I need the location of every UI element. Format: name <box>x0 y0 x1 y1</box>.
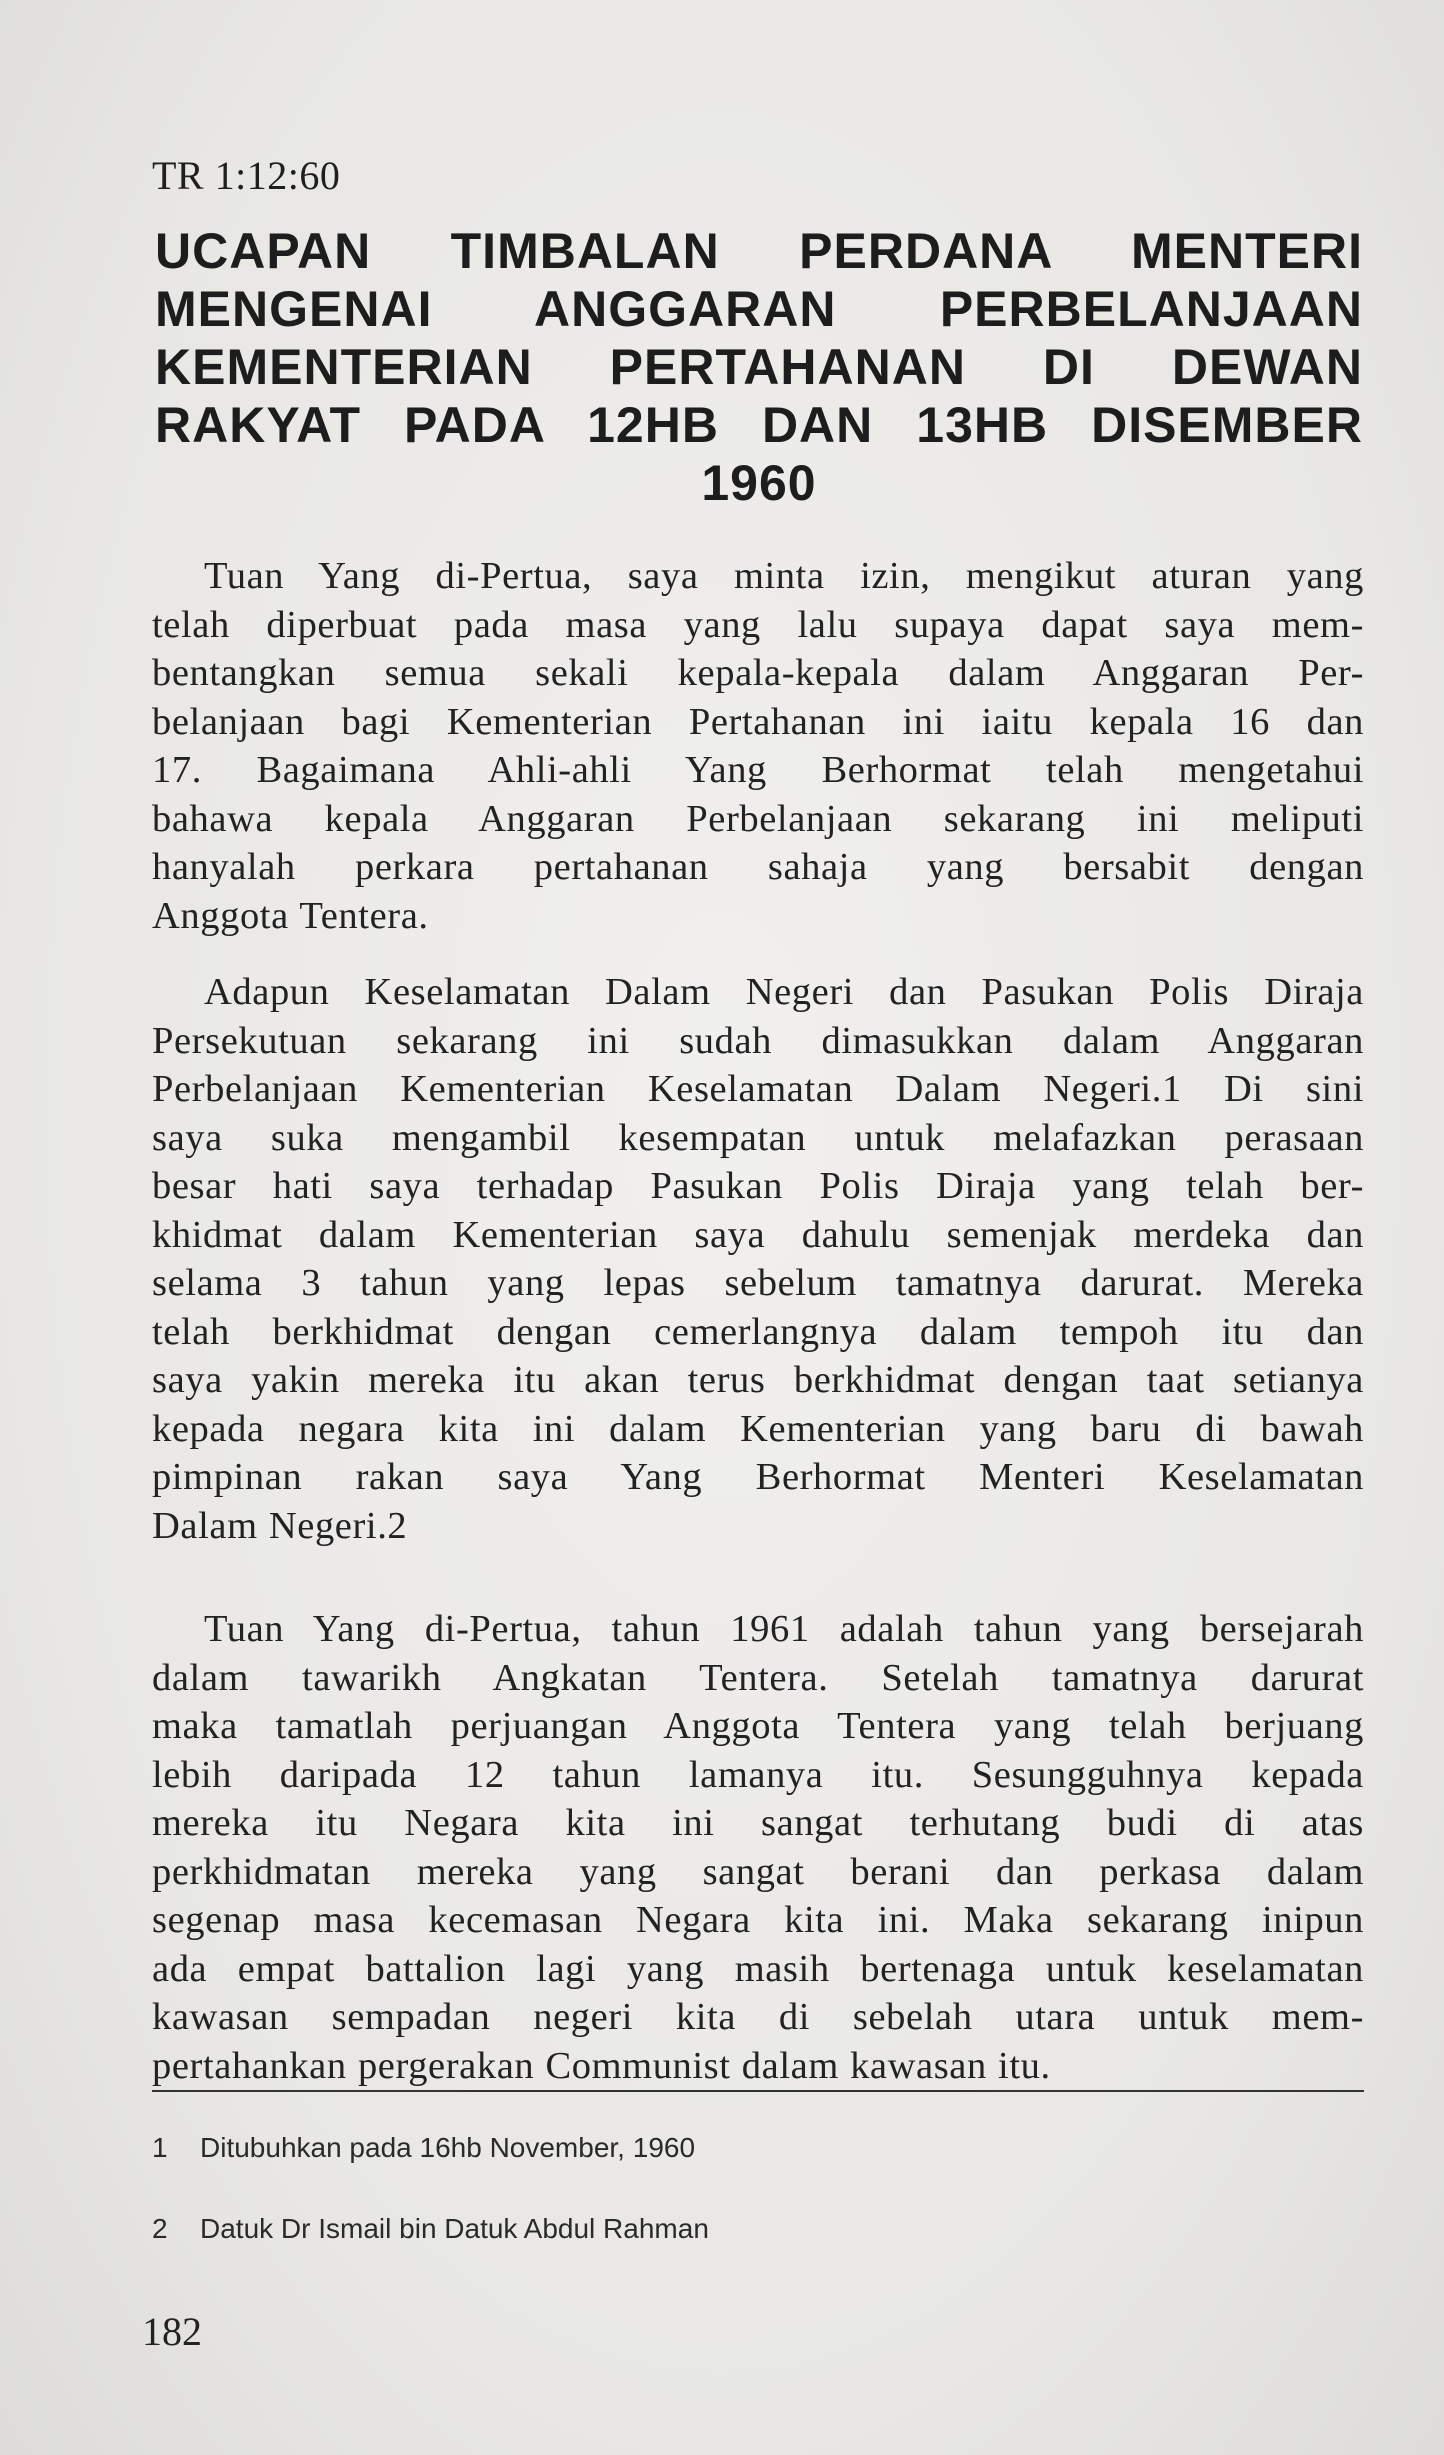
paragraph-line: khidmat dalam Kementerian saya dahulu semenjak merdeka dan <box>152 1213 1364 1256</box>
paragraph-line: bahawa kepala Anggaran Perbelanjaan sekarang ini meliputi <box>152 797 1364 840</box>
title-year: 1960 <box>701 455 817 511</box>
footnote-text: Datuk Dr Ismail bin Datuk Abdul Rahman <box>200 2213 709 2244</box>
footnote-1 <box>152 2132 695 2164</box>
paragraph-line: telah diperbuat pada masa yang lalu supaya dapat saya mem- <box>152 603 1364 646</box>
paragraph-line: selama 3 tahun yang lepas sebelum tamatnya darurat. Mereka <box>152 1262 1364 1304</box>
paragraph-line: saya suka mengambil kesempatan untuk melafazkan perasaan <box>152 1116 1364 1159</box>
paragraph-line: pertahankan pergerakan Communist dalam kawasan itu. <box>152 2044 1051 2087</box>
paragraph-line: kepada negara kita ini dalam Kementerian yang baru di bawah <box>152 1407 1364 1450</box>
paragraph-2 <box>152 968 1364 1550</box>
paragraph-line: mereka itu Negara kita ini sangat terhutang budi di atas <box>152 1802 1364 1844</box>
paragraph-line: saya yakin mereka itu akan terus berkhidmat dengan taat setianya <box>152 1359 1364 1401</box>
paragraph-line: segenap masa kecemasan Negara kita ini. Maka sekarang inipun <box>152 1899 1364 1941</box>
paragraph-line: kawasan sempadan negeri kita di sebelah utara untuk mem- <box>152 1996 1364 2038</box>
footnote-number: 2 <box>152 2213 168 2244</box>
paragraph-line: dalam tawarikh Angkatan Tentera. Setelah tamatnya darurat <box>152 1656 1364 1699</box>
paragraph-line: bentangkan semua sekali kepala-kepala dalam Anggaran Per- <box>152 652 1364 694</box>
footnote-number: 1 <box>152 2132 168 2163</box>
paragraph-1 <box>152 552 1364 940</box>
paragraph-line: pimpinan rakan saya Yang Berhormat Menteri Keselamatan <box>152 1456 1364 1498</box>
footnote-text: Ditubuhkan pada 16hb November, 1960 <box>200 2132 696 2163</box>
paragraph-line: Persekutuan sekarang ini sudah dimasukkan dalam Anggaran <box>152 1019 1364 1062</box>
paragraph-3 <box>152 1605 1364 2090</box>
paragraph-line: hanyalah perkara pertahanan sahaja yang bersabit dengan <box>152 846 1364 888</box>
paragraph-line: maka tamatlah perjuangan Anggota Tentera yang telah berjuang <box>152 1705 1364 1747</box>
title-line: UCAPAN TIMBALAN PERDANA MENTERI <box>155 223 1363 279</box>
paragraph-line: ada empat battalion lagi yang masih bertenaga untuk keselamatan <box>152 1947 1364 1990</box>
paragraph-line: belanjaan bagi Kementerian Pertahanan ini iaitu kepala 16 dan <box>152 700 1364 743</box>
page-number: 182 <box>142 2309 202 2354</box>
paragraph-line: Dalam Negeri.2 <box>152 1504 408 1547</box>
title-line: KEMENTERIAN PERTAHANAN DI DEWAN <box>155 339 1363 395</box>
paragraph-line: besar hati saya terhadap Pasukan Polis Diraja yang telah ber- <box>152 1165 1364 1207</box>
paragraph-line: perkhidmatan mereka yang sangat berani dan perkasa dalam <box>152 1850 1364 1893</box>
paragraph-line: telah berkhidmat dengan cemerlangnya dalam tempoh itu dan <box>152 1310 1364 1353</box>
paragraph-line: Anggota Tentera. <box>152 894 429 937</box>
title-line: MENGENAI ANGGARAN PERBELANJAAN <box>155 281 1363 337</box>
paragraph-line: Perbelanjaan Kementerian Keselamatan Dalam Negeri.1 Di sini <box>152 1068 1364 1110</box>
paragraph-line: Tuan Yang di-Pertua, tahun 1961 adalah tahun yang bersejarah <box>204 1608 1364 1650</box>
reference-code: TR 1:12:60 <box>152 153 341 198</box>
title-line: RAKYAT PADA 12HB DAN 13HB DISEMBER <box>155 397 1363 453</box>
paragraph-line: lebih daripada 12 tahun lamanya itu. Sesungguhnya kepada <box>152 1753 1364 1796</box>
footnote-divider <box>152 2090 1364 2092</box>
paragraph-line: Tuan Yang di-Pertua, saya minta izin, mengikut aturan yang <box>204 555 1364 597</box>
speech-title <box>155 222 1363 512</box>
paragraph-line: Adapun Keselamatan Dalam Negeri dan Pasukan Polis Diraja <box>204 971 1364 1013</box>
footnote-2 <box>152 2213 709 2245</box>
paragraph-line: 17. Bagaimana Ahli-ahli Yang Berhormat telah mengetahui <box>152 749 1364 791</box>
